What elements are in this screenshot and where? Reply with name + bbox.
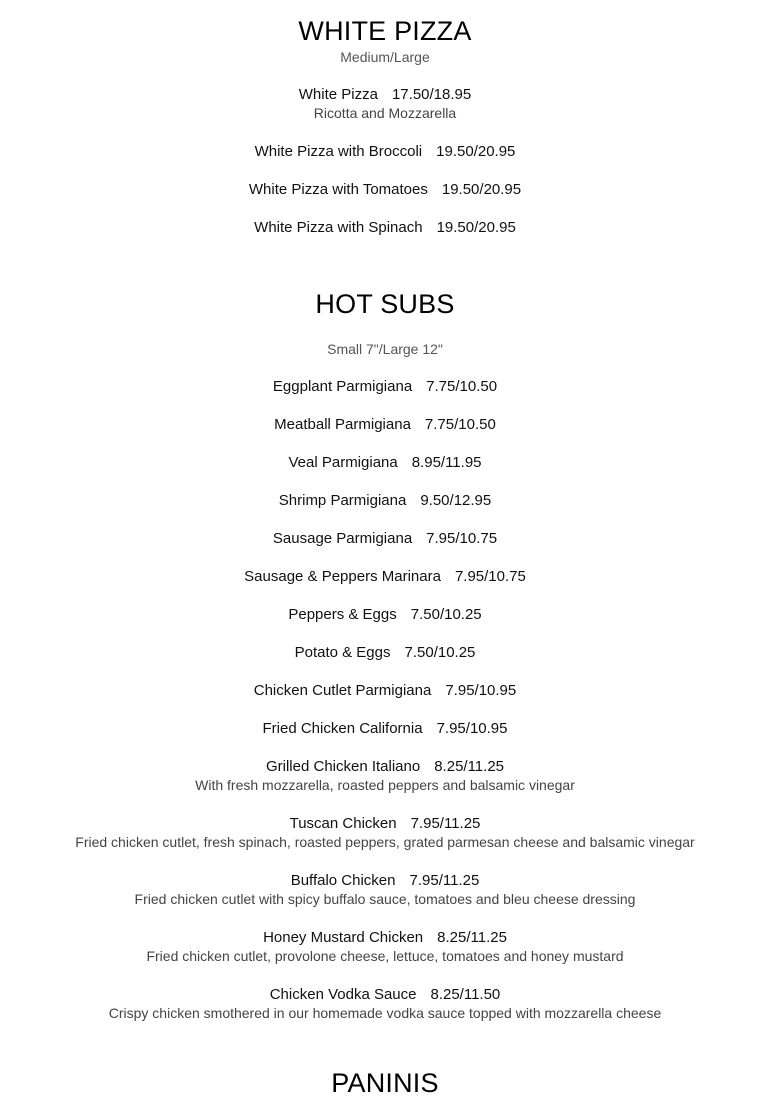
menu-item bbox=[0, 180, 770, 199]
item-price: 19.50/20.95 bbox=[436, 219, 516, 236]
item-name: Sausage & Peppers Marinara bbox=[244, 568, 441, 585]
item-name: Tuscan Chicken bbox=[289, 815, 397, 832]
menu-item bbox=[0, 643, 770, 662]
item-name: Peppers & Eggs bbox=[288, 606, 397, 623]
item-name: White Pizza with Spinach bbox=[254, 219, 423, 236]
item-price: 7.95/11.25 bbox=[409, 872, 480, 889]
menu-item bbox=[0, 377, 770, 396]
item-name: Meatball Parmigiana bbox=[274, 416, 411, 433]
item-price: 19.50/20.95 bbox=[436, 143, 516, 160]
menu-item bbox=[0, 814, 770, 852]
item-name: Grilled Chicken Italiano bbox=[265, 758, 421, 775]
hot-subs-subtitle: Small 7"/Large 12" bbox=[327, 341, 443, 357]
item-price: 7.50/10.25 bbox=[410, 606, 482, 623]
menu-item bbox=[0, 985, 770, 1023]
item-name: Chicken Vodka Sauce bbox=[269, 986, 417, 1003]
item-price: 8.95/11.95 bbox=[411, 454, 482, 471]
menu-item bbox=[0, 415, 770, 434]
item-description: Fried chicken cutlet, provolone cheese, lettuce, tomatoes and honey mustard bbox=[146, 948, 624, 964]
item-name: Veal Parmigiana bbox=[288, 454, 398, 471]
item-price: 7.75/10.50 bbox=[426, 378, 498, 395]
item-description: Fried chicken cutlet, fresh spinach, roasted peppers, grated parmesan cheese and balsamic vinegar bbox=[75, 834, 695, 850]
item-name: Sausage Parmigiana bbox=[272, 530, 413, 547]
menu-item bbox=[0, 529, 770, 548]
paninis-title: PANINIS bbox=[331, 1068, 439, 1098]
menu-item bbox=[0, 85, 770, 123]
item-name: Buffalo Chicken bbox=[290, 872, 396, 889]
item-name: Fried Chicken California bbox=[262, 720, 423, 737]
item-price: 7.75/10.50 bbox=[424, 416, 496, 433]
menu-item bbox=[0, 871, 770, 909]
white-pizza-subtitle: Medium/Large bbox=[340, 49, 430, 65]
menu-item bbox=[0, 567, 770, 586]
item-price: 7.50/10.25 bbox=[404, 644, 476, 661]
menu-item bbox=[0, 681, 770, 700]
item-price: 8.25/11.25 bbox=[437, 929, 507, 946]
item-price: 7.95/10.75 bbox=[454, 568, 526, 585]
menu-item bbox=[0, 142, 770, 161]
hot-subs-title: HOT SUBS bbox=[315, 289, 455, 319]
item-description: Fried chicken cutlet with spicy buffalo sauce, tomatoes and bleu cheese dressing bbox=[134, 891, 636, 907]
menu-item bbox=[0, 491, 770, 510]
item-price: 7.95/10.95 bbox=[436, 720, 508, 737]
white-pizza-title: WHITE PIZZA bbox=[298, 16, 472, 46]
item-price: 19.50/20.95 bbox=[441, 181, 522, 198]
item-price: 8.25/11.50 bbox=[430, 986, 501, 1003]
item-description: With fresh mozzarella, roasted peppers and balsamic vinegar bbox=[195, 777, 575, 793]
item-name: White Pizza bbox=[298, 86, 378, 103]
item-name: White Pizza with Tomatoes bbox=[248, 181, 428, 198]
menu-item bbox=[0, 928, 770, 966]
menu-item bbox=[0, 453, 770, 472]
menu-item bbox=[0, 218, 770, 237]
menu-item bbox=[0, 605, 770, 624]
item-name: Chicken Cutlet Parmigiana bbox=[253, 682, 432, 699]
item-description: Ricotta and Mozzarella bbox=[313, 105, 457, 121]
menu-item bbox=[0, 757, 770, 795]
item-name: Potato & Eggs bbox=[294, 644, 391, 661]
item-price: 9.50/12.95 bbox=[420, 492, 492, 509]
item-price: 7.95/10.75 bbox=[426, 530, 498, 547]
item-name: White Pizza with Broccoli bbox=[254, 143, 423, 160]
menu-item bbox=[0, 719, 770, 738]
item-price: 7.95/11.25 bbox=[410, 815, 481, 832]
item-price: 8.25/11.25 bbox=[434, 758, 505, 775]
item-name: Eggplant Parmigiana bbox=[272, 378, 413, 395]
item-name: Shrimp Parmigiana bbox=[278, 492, 407, 509]
item-name: Honey Mustard Chicken bbox=[263, 929, 424, 946]
item-price: 7.95/10.95 bbox=[445, 682, 517, 699]
item-description: Crispy chicken smothered in our homemade vodka sauce topped with mozzarella cheese bbox=[108, 1005, 662, 1021]
item-price: 17.50/18.95 bbox=[391, 86, 472, 103]
